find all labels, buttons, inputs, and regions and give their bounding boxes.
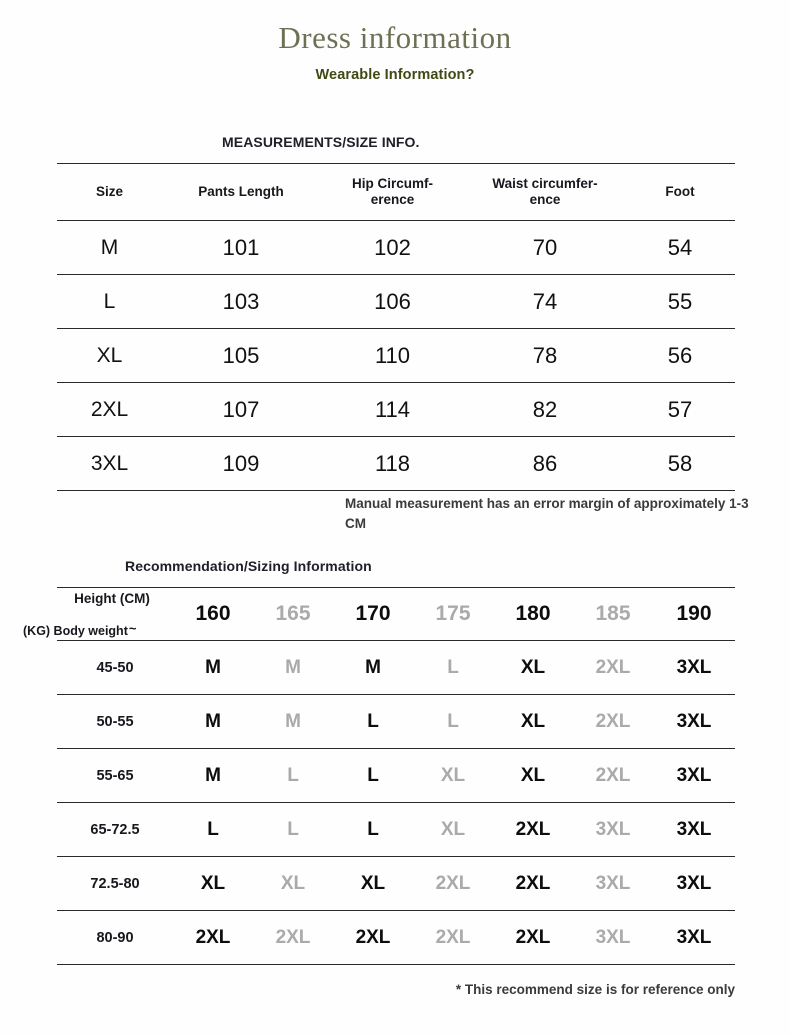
table-row: [57, 275, 735, 329]
height-column-header: 185: [573, 588, 653, 641]
page-title: Dress information: [278, 20, 512, 55]
cell-recommended-size: XL: [253, 857, 333, 911]
cell-size: XL: [57, 329, 162, 383]
cell-weight-range: 72.5-80: [57, 857, 173, 911]
cell-recommended-size: L: [173, 803, 253, 857]
table-header-row: [57, 588, 735, 641]
cell-pants-length: 109: [162, 437, 320, 491]
cell-size: M: [57, 221, 162, 275]
cell-weight-range: 45-50: [57, 641, 173, 695]
cell-weight-range: 50-55: [57, 695, 173, 749]
cell-recommended-size: 2XL: [333, 911, 413, 965]
measurements-table: [57, 163, 735, 491]
table-row: [57, 641, 735, 695]
reference-only-note: * This recommend size is for reference only: [455, 982, 735, 997]
cell-recommended-size: 2XL: [573, 749, 653, 803]
cell-hip: 118: [320, 437, 465, 491]
table-row: [57, 221, 735, 275]
cell-recommended-size: M: [253, 641, 333, 695]
cell-hip: 102: [320, 221, 465, 275]
cell-hip: 114: [320, 383, 465, 437]
cell-weight-range: 80-90: [57, 911, 173, 965]
column-header-waist-line2: ence: [529, 192, 561, 207]
recommendation-table: [23, 587, 735, 965]
corner-height-label: Height (CM): [74, 591, 150, 606]
cell-weight-range: 65-72.5: [57, 803, 173, 857]
corner-weight-label: [23, 621, 136, 638]
height-column-header: 190: [653, 588, 735, 641]
cell-size: 3XL: [57, 437, 162, 491]
cell-foot: 58: [625, 437, 735, 491]
column-header-foot-line1: Foot: [665, 184, 695, 200]
cell-recommended-size: M: [333, 641, 413, 695]
cell-recommended-size: 2XL: [173, 911, 253, 965]
corner-header: [23, 588, 173, 641]
cell-recommended-size: 2XL: [573, 695, 653, 749]
cell-foot: 54: [625, 221, 735, 275]
cell-recommended-size: XL: [493, 749, 573, 803]
cell-recommended-size: XL: [493, 641, 573, 695]
column-header-hip-circumference: [320, 164, 465, 221]
table-row: [57, 857, 735, 911]
cell-pants-length: 107: [162, 383, 320, 437]
cell-size: 2XL: [57, 383, 162, 437]
cell-recommended-size: 3XL: [653, 857, 735, 911]
cell-weight-range: 55-65: [57, 749, 173, 803]
corner-tilde: ~: [128, 621, 137, 636]
height-column-header: 180: [493, 588, 573, 641]
cell-recommended-size: XL: [333, 857, 413, 911]
cell-recommended-size: 2XL: [413, 911, 493, 965]
cell-pants-length: 103: [162, 275, 320, 329]
page-subtitle: Wearable Information?: [315, 66, 475, 83]
cell-recommended-size: 3XL: [573, 803, 653, 857]
cell-waist: 86: [465, 437, 625, 491]
cell-waist: 74: [465, 275, 625, 329]
column-header-size: [57, 164, 162, 221]
cell-recommended-size: L: [253, 803, 333, 857]
cell-recommended-size: 3XL: [653, 641, 735, 695]
table-row: [57, 329, 735, 383]
cell-recommended-size: XL: [173, 857, 253, 911]
cell-recommended-size: 3XL: [573, 857, 653, 911]
corner-weight-text: (KG) Body weight: [23, 624, 128, 638]
cell-recommended-size: L: [413, 695, 493, 749]
recommendation-caption: Recommendation/Sizing Information: [125, 558, 372, 574]
cell-recommended-size: 2XL: [493, 803, 573, 857]
cell-recommended-size: 2XL: [493, 911, 573, 965]
cell-recommended-size: XL: [413, 749, 493, 803]
table-row: [57, 437, 735, 491]
cell-waist: 78: [465, 329, 625, 383]
column-header-pants-length: [162, 164, 320, 221]
height-column-header: 165: [253, 588, 333, 641]
cell-recommended-size: M: [173, 641, 253, 695]
cell-recommended-size: 3XL: [653, 749, 735, 803]
cell-pants-length: 101: [162, 221, 320, 275]
table-row: [57, 383, 735, 437]
column-header-hip-line2: erence: [370, 192, 415, 207]
cell-foot: 55: [625, 275, 735, 329]
cell-recommended-size: 3XL: [653, 803, 735, 857]
table-header-row: [57, 164, 735, 221]
column-header-waist-circumference: [465, 164, 625, 221]
table-row: [57, 911, 735, 965]
cell-recommended-size: 3XL: [653, 695, 735, 749]
column-header-pants-length-line1: Pants Length: [198, 184, 284, 200]
table-row: [57, 695, 735, 749]
cell-recommended-size: 3XL: [653, 911, 735, 965]
cell-foot: 56: [625, 329, 735, 383]
column-header-size-line1: Size: [95, 184, 123, 200]
height-column-header: 170: [333, 588, 413, 641]
cell-recommended-size: 2XL: [493, 857, 573, 911]
cell-recommended-size: M: [173, 695, 253, 749]
height-column-header: 175: [413, 588, 493, 641]
table-row: [57, 803, 735, 857]
cell-recommended-size: XL: [413, 803, 493, 857]
measurements-caption: MEASUREMENTS/SIZE INFO.: [222, 134, 420, 150]
cell-recommended-size: L: [333, 695, 413, 749]
cell-recommended-size: 2XL: [413, 857, 493, 911]
table-row: [57, 749, 735, 803]
column-header-foot: [625, 164, 735, 221]
cell-recommended-size: 2XL: [253, 911, 333, 965]
cell-recommended-size: XL: [493, 695, 573, 749]
cell-recommended-size: M: [173, 749, 253, 803]
cell-recommended-size: M: [253, 695, 333, 749]
cell-hip: 110: [320, 329, 465, 383]
cell-recommended-size: 3XL: [573, 911, 653, 965]
cell-waist: 70: [465, 221, 625, 275]
cell-pants-length: 105: [162, 329, 320, 383]
cell-recommended-size: L: [333, 749, 413, 803]
height-column-header: 160: [173, 588, 253, 641]
cell-recommended-size: L: [253, 749, 333, 803]
cell-recommended-size: 2XL: [573, 641, 653, 695]
cell-hip: 106: [320, 275, 465, 329]
column-header-waist-line1: Waist circumfer-: [492, 176, 598, 192]
cell-size: L: [57, 275, 162, 329]
cell-foot: 57: [625, 383, 735, 437]
cell-waist: 82: [465, 383, 625, 437]
cell-recommended-size: L: [413, 641, 493, 695]
cell-recommended-size: L: [333, 803, 413, 857]
manual-measurement-note: Manual measurement has an error margin of approximately 1-3 CM: [345, 496, 749, 532]
column-header-hip-line1: Hip Circumf-: [352, 176, 433, 192]
